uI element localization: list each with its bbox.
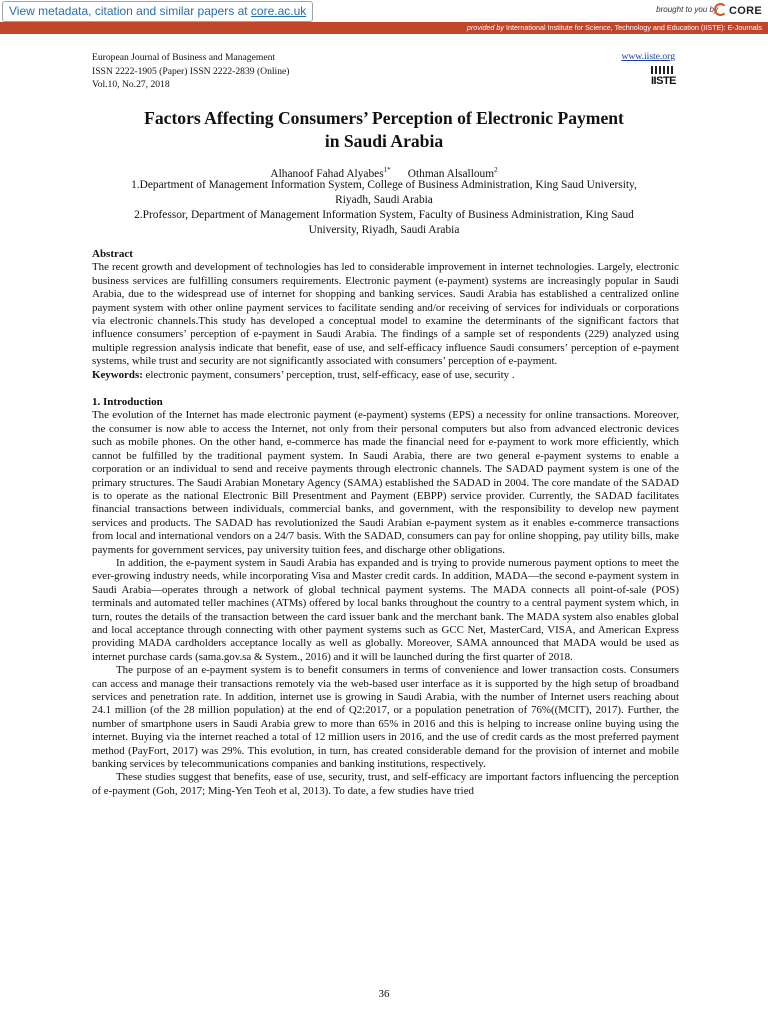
core-link-prefix: View metadata, citation and similar papers at bbox=[9, 4, 251, 18]
provided-by-label: provided by bbox=[466, 23, 505, 32]
brought-to-you-text: brought to you by bbox=[656, 5, 718, 14]
journal-header bbox=[92, 51, 289, 92]
introduction-heading: 1. Introduction bbox=[92, 396, 163, 409]
author-1-affil-mark: 1* bbox=[383, 166, 391, 174]
core-logo-text: CORE bbox=[729, 5, 762, 17]
core-banner bbox=[0, 0, 768, 23]
intro-paragraph-4: These studies suggest that benefits, ease of use, security, trust, and self-efficacy are important factors influencing the perception of e-payment (Goh, 2017; Ming-Yen Teoh et al, 2013). To date, a few studies have tried bbox=[92, 771, 679, 797]
section-gap bbox=[92, 382, 679, 396]
iiste-logo bbox=[651, 66, 677, 90]
keywords-line bbox=[92, 369, 679, 382]
paper-title bbox=[92, 107, 676, 153]
abstract-heading: Abstract bbox=[92, 248, 133, 260]
paper-title-line-2: in Saudi Arabia bbox=[324, 131, 444, 151]
affiliation-2-line-1: 2.Professor, Department of Management Information System, Faculty of Business Administration, King Saud bbox=[134, 209, 634, 221]
intro-paragraph-1: The evolution of the Internet has made electronic payment (e-payment) systems (EPS) a necessity for online transactions. Moreover, the consumer is now able to access the Internet, not only from their personal computers but also from advanced electronic devices such as mobile phones. On the other hand, e-commerce has made the financial need for e-payment to work more efficiently, which cannot be fulfilled by the traditional payment system. In Saudi Arabia, there are two general e-payment systems to enable a corporation or an individual to send and receive payments through electronic channels. The SADAD payment system is one of the primary structures. The Saudi Arabian Monetary Agency (SAMA) established the SADAD in 2004. The core mandate of the SADAD is to operate as the national Electronic Bill Presentment and Payment (EBPP) service provider. Currently, the SADAD facilitates financial transactions between individuals, commercial banks, and government, with the responsibility to develop new payment services and products. The SADAD has revolutionized the Saudi Arabian e-payment system as it enables e-commerce transactions from local and international vendors on a 24/7 basis. With the SADAD, consumers can pay for online shopping, pay utility bills, make payments for government services, pay university tuition fees, and discharge other obligations. bbox=[92, 409, 679, 556]
affiliations bbox=[92, 178, 676, 238]
journal-volume: Vol.10, No.27, 2018 bbox=[92, 79, 170, 90]
page-number: 36 bbox=[378, 988, 390, 1000]
provided-by-source[interactable]: International Institute for Science, Technology and Education (IISTE): E-Journals bbox=[504, 23, 762, 32]
iiste-logo-text: IISTE bbox=[651, 75, 677, 87]
journal-name: European Journal of Business and Management bbox=[92, 52, 276, 63]
intro-paragraph-2: In addition, the e-payment system in Saudi Arabia has expanded and is trying to provide numerous payment options to meet the ever-growing industry needs, while incorporating Visa and Master credit cards. In addition, MADA—the second e-payment system in Saudi Arabia—operates through a network of global technical payment systems. The MADA connects all point-of-sale (POS) terminals and automated teller machines (ATMs) offered by local banks throughout the country to a central payment system which, in turn, routes the details of the transaction between the card issuer bank and the merchant bank. The MADA system also enables global and local acceptance through connecting with other payment systems such as GCC Net, MasterCard, VISA, and American Express providing MADA cardholders acceptance locally as well as globally. Moreover, SAMA announced that MADA would be used as internet purchase cards (sama.gov.sa & System., 2016) and it will be launched during the first quarter of 2018. bbox=[92, 556, 679, 663]
keywords-list: electronic payment, consumers’ perception, trust, self-efficacy, ease of use, security . bbox=[142, 368, 515, 381]
paper-title-line-1: Factors Affecting Consumers’ Perception of Electronic Payment bbox=[144, 108, 624, 128]
affiliation-1-line-1: 1.Department of Management Information System, College of Business Administration, King Saud University, bbox=[131, 179, 637, 191]
iiste-logo-bars-icon bbox=[651, 66, 673, 74]
keywords-label: Keywords: bbox=[92, 368, 143, 381]
journal-url-link[interactable]: www.iiste.org bbox=[621, 51, 675, 62]
journal-issn: ISSN 2222-1905 (Paper) ISSN 2222-2839 (Online) bbox=[92, 65, 290, 77]
affiliation-1-line-2: Riyadh, Saudi Arabia bbox=[335, 194, 433, 206]
affiliation-2-line-2: University, Riyadh, Saudi Arabia bbox=[308, 224, 460, 236]
author-2-affil-mark: 2 bbox=[494, 166, 498, 174]
paper-body bbox=[92, 248, 679, 798]
provided-by-bar bbox=[0, 22, 768, 34]
author-2: Othman Alsalloum bbox=[407, 167, 495, 180]
author-1: Alhanoof Fahad Alyabes bbox=[270, 167, 384, 180]
core-metadata-link[interactable] bbox=[2, 1, 313, 22]
core-logo[interactable] bbox=[714, 3, 762, 17]
abstract-text: The recent growth and development of technologies has led to considerable improvement in internet technologies. Largely, electronic business services are fulfilling consumers requirements. Electronic payment (e-payment) systems are increasingly popular in Saudi Arabia, due to the widespread use of internet for shopping and banking services. Saudi Arabia has established a centralized online payment system with other online payment services to facilitate sending and/or receiving of services for individuals or corporations via electronic channels.This study has developed a conceptual model to examine the determinants of the significant factors that influence consumers’ perception of e-payment in Saudi Arabia. The findings of a sample set of respondents (229) analyzed using multiple regression analysis indicate that benefit, ease of use, and self-efficacy influence Saudi consumers’ perception of e-payment systems, while trust and security are not significantly associated with consumers’ perception of e-payment. bbox=[92, 261, 679, 368]
core-logo-icon bbox=[714, 3, 727, 16]
intro-paragraph-3: The purpose of an e-payment system is to benefit consumers in terms of convenience and lower transaction costs. Consumers can access and manage their transactions remotely via the web-based user interface as it is supported by the high setup of broadband services and penetration rate. In addition, internet use is growing in Saudi Arabia, with the number of Internet users reaching about 24.1 million (of the 28 million population) at the end of Q2:2017, or a population penetration of 76%((MCIT), 2017). Further, the number of smartphone users in Saudi Arabia grew to more than 65% in 2016 and this is helping to increase online buying using the internet. Buying via the internet reached a total of 12 million users in 2016, and the use of credit cards as the most preferred payment method (PayFort, 2017) was 29%. This evolution, in turn, has created considerable demand for the provision of internet and mobile banking services by telecommunications companies and banking institutions, respectively. bbox=[92, 664, 679, 771]
core-link-domain[interactable]: core.ac.uk bbox=[250, 4, 307, 18]
